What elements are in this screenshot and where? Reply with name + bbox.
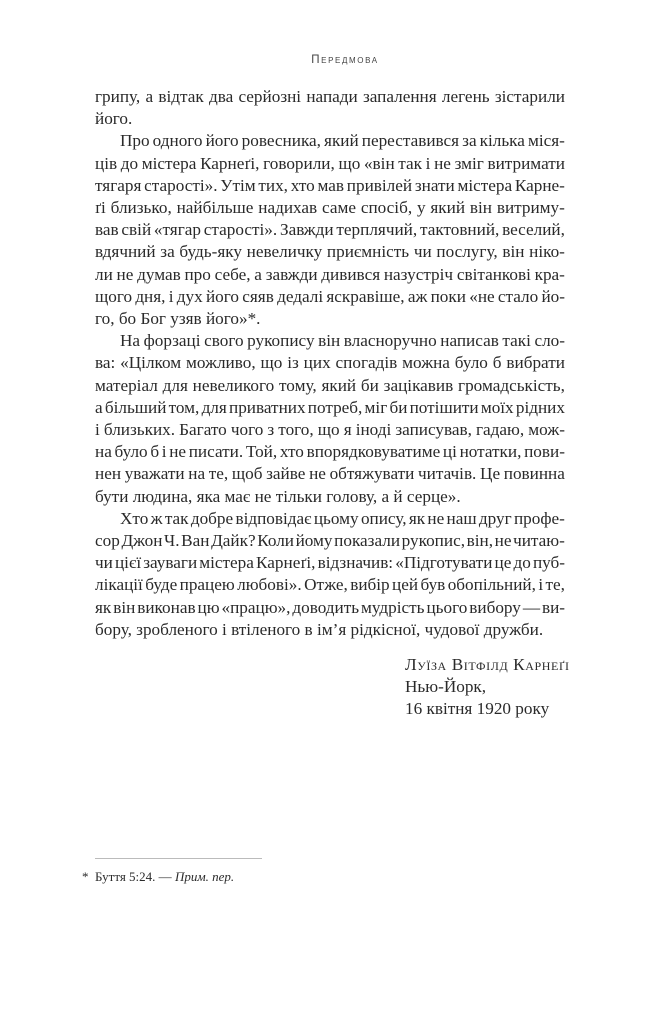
text-line: а більший том, для приватних потреб, міг би потішити моїх рідних bbox=[95, 397, 565, 417]
signature-name: Луїза Вітфілд Карнеґі bbox=[405, 655, 570, 674]
signature-date: 16 квітня 1920 року bbox=[405, 699, 550, 718]
text-line: го, бо Бог узяв його»*. bbox=[95, 309, 261, 329]
footnote bbox=[82, 869, 234, 885]
text-line: бути людина, яка має не тільки голову, а й серце». bbox=[95, 486, 461, 506]
text-line: тягаря старості». Утім тих, хто мав привілей знати містера Карне- bbox=[95, 175, 565, 195]
footnote-note: Прим. пер. bbox=[174, 869, 235, 884]
text-line: сор Джон Ч. Ван Дайк? Коли йому показали рукопис, він, не читаю- bbox=[95, 531, 565, 551]
signature-block bbox=[405, 654, 570, 720]
text-line: щого дня, і дух його сяяв дедалі яскравіше, аж поки «не стало йо- bbox=[95, 286, 565, 306]
text-line: Про одного його ровесника, який переставився за кілька міся- bbox=[120, 131, 565, 151]
text-line: ґі близько, найбільше надихав саме спосіб, у який він витриму- bbox=[95, 198, 565, 218]
text-line: на було б і не писати. Той, хто впорядковуватиме ці нотатки, пови- bbox=[95, 442, 565, 462]
running-header: Передмова bbox=[311, 54, 379, 66]
text-line: нен уважати на те, щоб зайве не обтяжувати читачів. Це повинна bbox=[95, 464, 565, 484]
text-line: грипу, а відтак два серйозні напади запалення легень зістарили bbox=[95, 87, 565, 106]
text-line: лікації буде працею любові». Отже, вибір цей був обопільний, і те, bbox=[95, 575, 565, 595]
text-line: і близьких. Багато чого з того, що я іноді записував, гадаю, мож- bbox=[95, 420, 565, 440]
text-line: ли не думав про себе, а завжди дивився назустріч світанкові кра- bbox=[95, 264, 565, 284]
footnote-text: Буття 5:24. — bbox=[95, 869, 172, 884]
text-line: його. bbox=[95, 109, 133, 129]
text-line: вдячний за будь-яку невеличку приємність чи послугу, він ніко- bbox=[95, 242, 565, 262]
text-line: ва: «Цілком можливо, що із цих спогадів можна було б вибрати bbox=[95, 353, 565, 373]
body-text bbox=[95, 86, 565, 641]
footnote-rule bbox=[95, 858, 262, 859]
text-line: бору, зробленого і втіленого в ім’я рідкісної, чудової дружби. bbox=[95, 619, 544, 639]
signature-place: Нью-Йорк, bbox=[405, 677, 487, 696]
text-line: На форзаці свого рукопису він власноручно написав такі сло- bbox=[120, 331, 565, 351]
text-line: матеріал для невеликого тому, який би зацікавив громадськість, bbox=[95, 375, 565, 395]
text-line: Хто ж так добре відповідає цьому опису, як не наш друг профе- bbox=[120, 508, 565, 528]
footnote-mark: * bbox=[82, 869, 89, 884]
text-line: вав свій «тягар старості». Завжди терплячий, тактовний, веселий, bbox=[95, 220, 565, 240]
text-line: як він виконав цю «працю», доводить мудрість цього вибору — ви- bbox=[95, 597, 565, 617]
text-line: чи цієї зауваги містера Карнеґі, відзначив: «Підготувати це до пуб- bbox=[95, 553, 565, 573]
text-line: ців до містера Карнеґі, говорили, що «він так і не зміг витримати bbox=[95, 153, 565, 173]
